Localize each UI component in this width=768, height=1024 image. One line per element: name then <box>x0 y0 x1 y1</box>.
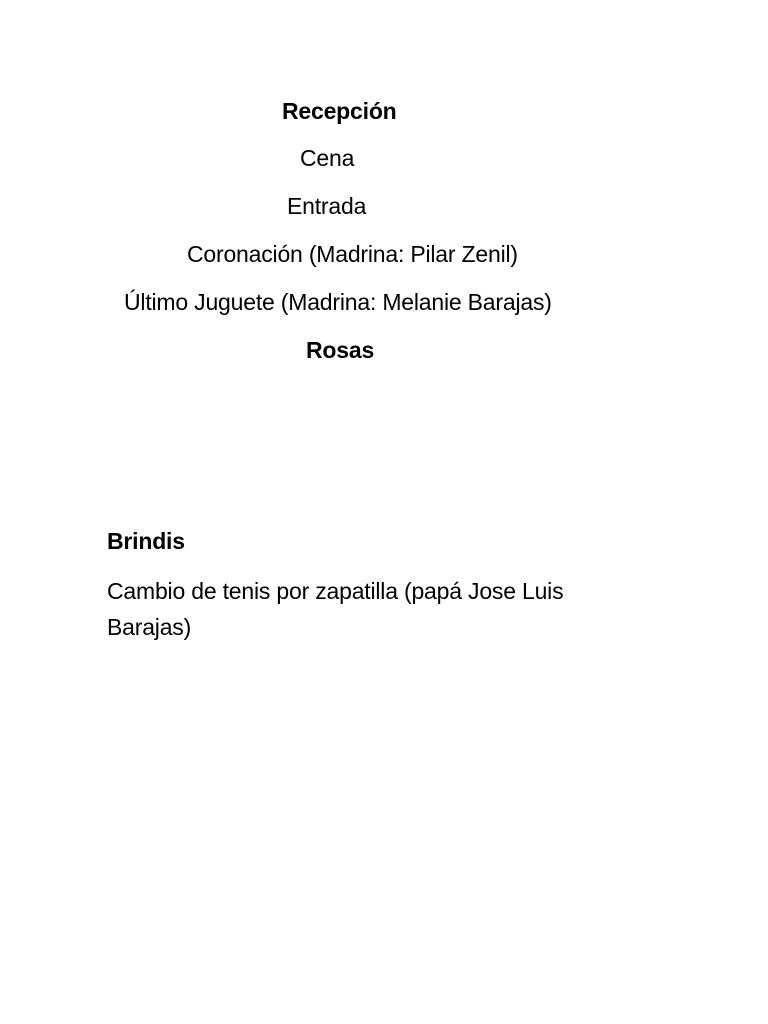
item-entrada: Entrada <box>287 193 367 219</box>
heading-rosas: Rosas <box>306 337 375 363</box>
item-cena: Cena <box>300 145 355 171</box>
heading-recepcion: Recepción <box>282 98 397 124</box>
item-ultimo-juguete: Último Juguete (Madrina: Melanie Barajas) <box>124 289 552 315</box>
item-cambio-de-tenis: Cambio de tenis por zapatilla (papá Jose Luis Barajas) <box>107 578 564 640</box>
item-coronacion: Coronación (Madrina: Pilar Zenil) <box>187 241 518 267</box>
heading-brindis: Brindis <box>107 528 185 554</box>
